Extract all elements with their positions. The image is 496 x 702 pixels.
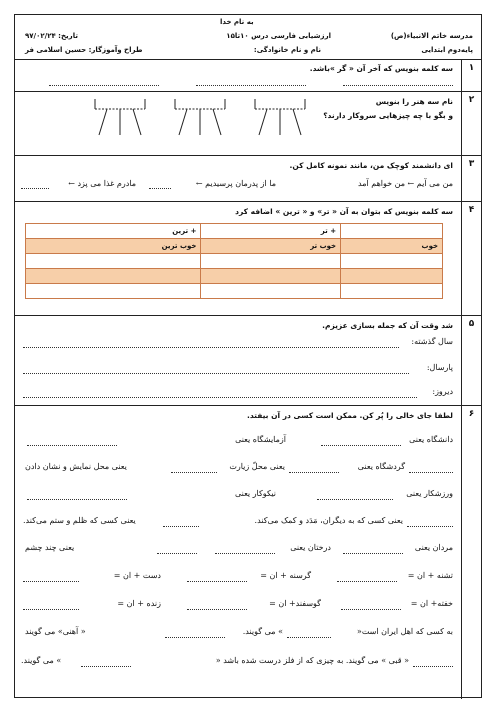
fill-prompt: نیکوکار یعنی: [234, 489, 276, 498]
table-cell: خوب ترین: [26, 239, 201, 254]
comparative-table: [25, 223, 443, 299]
answer-line[interactable]: [321, 445, 401, 446]
table-cell[interactable]: [201, 269, 341, 284]
table-cell[interactable]: [26, 284, 201, 299]
question-4: [15, 201, 481, 316]
answer-line[interactable]: [157, 553, 197, 554]
answer-line[interactable]: [317, 499, 393, 500]
designer-label: طراح وآموزگار: حسین اسلامی فر: [25, 46, 143, 54]
answer-line[interactable]: [163, 526, 199, 527]
answer-line[interactable]: [343, 553, 403, 554]
answer-line[interactable]: [337, 581, 397, 582]
student-name-label[interactable]: نام و نام خانوادگی:: [253, 46, 321, 54]
answer-line[interactable]: [343, 85, 453, 86]
fill-prompt: گرسنه + ان =: [260, 571, 311, 580]
example-text: من می آیم ← من خواهم آمد: [358, 179, 453, 188]
question-number: ۳: [461, 155, 481, 201]
exam-title: ارزشیابی فارسی درس ۱۰تا۱۵: [226, 32, 331, 40]
question-5: [15, 315, 481, 406]
question-text: شد وقت آن که جمله بسازی عزیزم.: [322, 321, 453, 330]
answer-line[interactable]: [23, 347, 399, 348]
answer-line[interactable]: [171, 472, 217, 473]
fill-prompt: یعنی کسی که ظلم و ستم می‌کند.: [23, 516, 136, 525]
fill-prompt: « قبی » می گویند. به چیزی که از فلز درست شده باشد «: [215, 656, 409, 665]
answer-line[interactable]: [165, 637, 225, 638]
answer-line[interactable]: [21, 188, 49, 189]
fill-prompt: یعنی چند چشم: [25, 543, 75, 552]
fill-prompt: درختان یعنی: [290, 543, 331, 552]
exam-date: تاریخ: ۹۷/۰۲/۲۴: [25, 32, 78, 40]
question-6: [15, 405, 481, 699]
question-number: ۲: [461, 91, 481, 155]
fill-prompt: آزمایشگاه یعنی: [235, 435, 286, 444]
question-number: ۵: [461, 315, 481, 405]
table-cell: خوب تر: [201, 239, 341, 254]
exam-sheet: [14, 14, 482, 698]
question-3: [15, 155, 481, 202]
fill-prompt: یعنی محلّ زیارت: [229, 462, 285, 471]
answer-line[interactable]: [23, 397, 417, 398]
answer-line[interactable]: [289, 472, 339, 473]
table-cell[interactable]: [26, 254, 201, 269]
question-text: لطفا جای خالی را پُر کن. ممکن است کسی در آن بیفتد.: [246, 411, 453, 420]
table-cell[interactable]: [201, 254, 341, 269]
exercise-item: مادرم غذا می پزد ←: [68, 179, 136, 188]
table-cell[interactable]: [341, 284, 443, 299]
answer-line[interactable]: [81, 666, 131, 667]
answer-line[interactable]: [23, 609, 79, 610]
table-cell[interactable]: [201, 284, 341, 299]
fill-prompt: زنده + ان =: [117, 599, 161, 608]
answer-line[interactable]: [187, 609, 247, 610]
fill-prompt: دانشگاه یعنی: [409, 435, 453, 444]
question-number: ۶: [461, 405, 481, 699]
fill-prompt: گردشگاه یعنی: [357, 462, 405, 471]
fill-prompt: یعنی کسی که به دیگران، مَدَد و کمک می‌کند.: [254, 516, 403, 525]
fill-prompt: » می گویند.: [242, 627, 283, 636]
fill-prompt: دست + ان =: [113, 571, 161, 580]
fill-prompt: » می گویند.: [21, 656, 62, 665]
table-header: + تر: [201, 224, 341, 239]
answer-line[interactable]: [187, 581, 247, 582]
question-text: نام سه هنر را بنویس: [375, 97, 453, 106]
grade-label: پایه‌دوم ابتدایی: [421, 46, 473, 54]
question-1: [15, 59, 481, 92]
sentence-prompt: دیروز:: [432, 387, 453, 396]
question-number: ۴: [461, 201, 481, 315]
answer-line[interactable]: [341, 609, 401, 610]
fill-prompt: خفته+ ان =: [410, 599, 453, 608]
fill-prompt: مردان یعنی: [414, 543, 453, 552]
exercise-item: ما از پدرمان پرسیدیم ←: [195, 179, 276, 188]
fill-prompt: تشنه + ان =: [407, 571, 453, 580]
fill-prompt: « آهنی» می گویند: [25, 627, 86, 636]
answer-line[interactable]: [49, 85, 159, 86]
table-cell: خوب: [341, 239, 443, 254]
question-text: ای دانشمند کوچک من، مانند نمونه کامل کن.: [289, 161, 453, 170]
school-name: مدرسه خاتم الانبیاء(ص): [390, 32, 473, 40]
question-text: سه کلمه بنویس که بتوان به آن « تر» و « ترین » اضافه کرد: [235, 207, 453, 216]
question-2: [15, 91, 481, 156]
answer-line[interactable]: [23, 373, 409, 374]
fill-prompt: گوسفند+ ان =: [269, 599, 321, 608]
table-cell[interactable]: [26, 269, 201, 284]
answer-line[interactable]: [287, 637, 331, 638]
answer-diagram[interactable]: [169, 99, 231, 139]
answer-line[interactable]: [27, 499, 127, 500]
answer-diagram[interactable]: [89, 99, 151, 139]
answer-line[interactable]: [413, 666, 453, 667]
fill-prompt: به کسی که اهل ایران است«: [356, 627, 453, 636]
answer-line[interactable]: [27, 445, 117, 446]
answer-line[interactable]: [23, 581, 79, 582]
sentence-prompt: سال گذشته:: [411, 337, 453, 346]
fill-prompt: یعنی محل نمایش و نشان دادن: [25, 462, 127, 471]
answer-line[interactable]: [215, 553, 275, 554]
sentence-prompt: پارسال:: [426, 363, 453, 372]
table-header: [341, 224, 443, 239]
table-cell[interactable]: [341, 269, 443, 284]
answer-line[interactable]: [407, 526, 453, 527]
question-text-2: و بگو با چه چیزهایی سروکار دارند؟: [323, 111, 453, 120]
table-header: + ترین: [26, 224, 201, 239]
question-text: سه کلمه بنویس که آخر آن « گر »باشد.: [309, 64, 453, 73]
answer-diagram[interactable]: [249, 99, 311, 139]
answer-line[interactable]: [409, 472, 453, 473]
exam-header: [15, 15, 481, 60]
table-cell[interactable]: [341, 254, 443, 269]
answer-line[interactable]: [196, 85, 306, 86]
question-number: ۱: [461, 59, 481, 91]
answer-line[interactable]: [149, 188, 171, 189]
fill-prompt: ورزشکار یعنی: [406, 489, 453, 498]
basmala: به نام خدا: [220, 18, 254, 26]
